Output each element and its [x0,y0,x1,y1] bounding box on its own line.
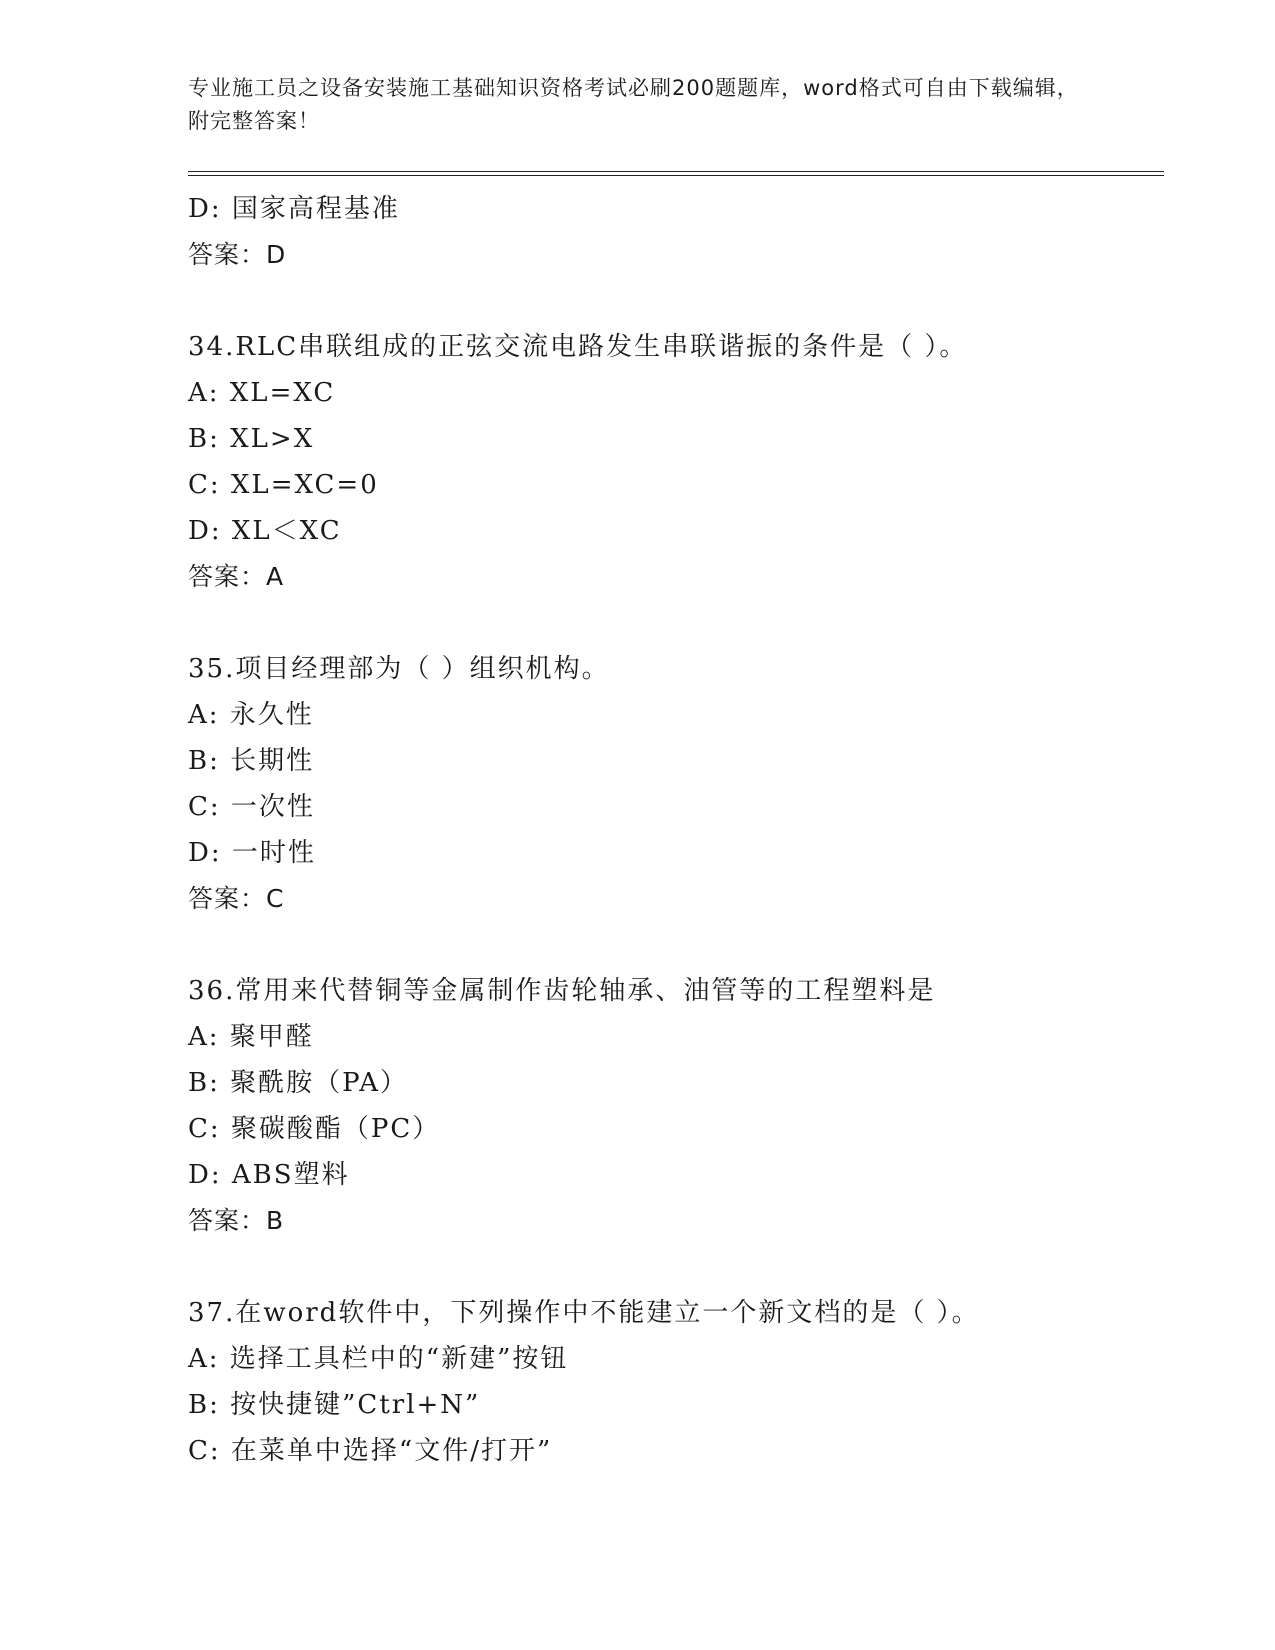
spacer [188,922,1168,968]
question-35 [188,646,1168,922]
option-c: C: 一次性 [188,792,315,822]
question-stem: 34.RLC串联组成的正弦交流电路发生串联谐振的条件是（ ）。 [188,332,968,362]
option-d: D: ABS塑料 [188,1160,350,1190]
spacer [188,600,1168,646]
question-stem: 37.在word软件中，下列操作中不能建立一个新文档的是（ ）。 [188,1298,980,1328]
option-a: A: 选择工具栏中的“新建”按钮 [188,1344,569,1374]
question-36 [188,968,1168,1244]
option-c: C: XL=XC=0 [188,470,379,500]
option-b: B: XL>X [188,424,315,454]
header-divider-bottom [188,175,1164,176]
document-body [188,186,1168,1474]
question-37 [188,1290,1168,1474]
prev-option-d: D: 国家高程基准 [188,194,400,224]
option-a: A: 聚甲醛 [188,1022,314,1052]
question-34 [188,324,1168,600]
option-b: B: 按快捷键”Ctrl+N” [188,1390,481,1420]
question-stem: 36.常用来代替铜等金属制作齿轮轴承、油管等的工程塑料是 [188,976,936,1006]
option-b: B: 长期性 [188,746,315,776]
option-a: A: 永久性 [188,700,314,730]
option-b: B: 聚酰胺（PA） [188,1068,409,1098]
question-answer: 答案：C [188,884,285,913]
question-answer: 答案：A [188,562,285,591]
header-text: 专业施工员之设备安装施工基础知识资格考试必刷200题题库，word格式可自由下载编辑，附完整答案！ [188,76,1079,133]
question-stem: 35.项目经理部为（ ）组织机构。 [188,654,610,684]
option-d: D: 一时性 [188,838,316,868]
option-d: D: XL＜XC [188,516,342,546]
header-divider-top [188,171,1164,172]
spacer [188,278,1168,324]
prev-answer: 答案：D [188,240,287,269]
option-a: A: XL=XC [188,378,336,408]
option-c: C: 在菜单中选择“文件/打开” [188,1436,553,1466]
option-c: C: 聚碳酸酯（PC） [188,1114,441,1144]
document-header [188,72,1088,138]
spacer [188,1244,1168,1290]
question-answer: 答案：B [188,1206,285,1235]
